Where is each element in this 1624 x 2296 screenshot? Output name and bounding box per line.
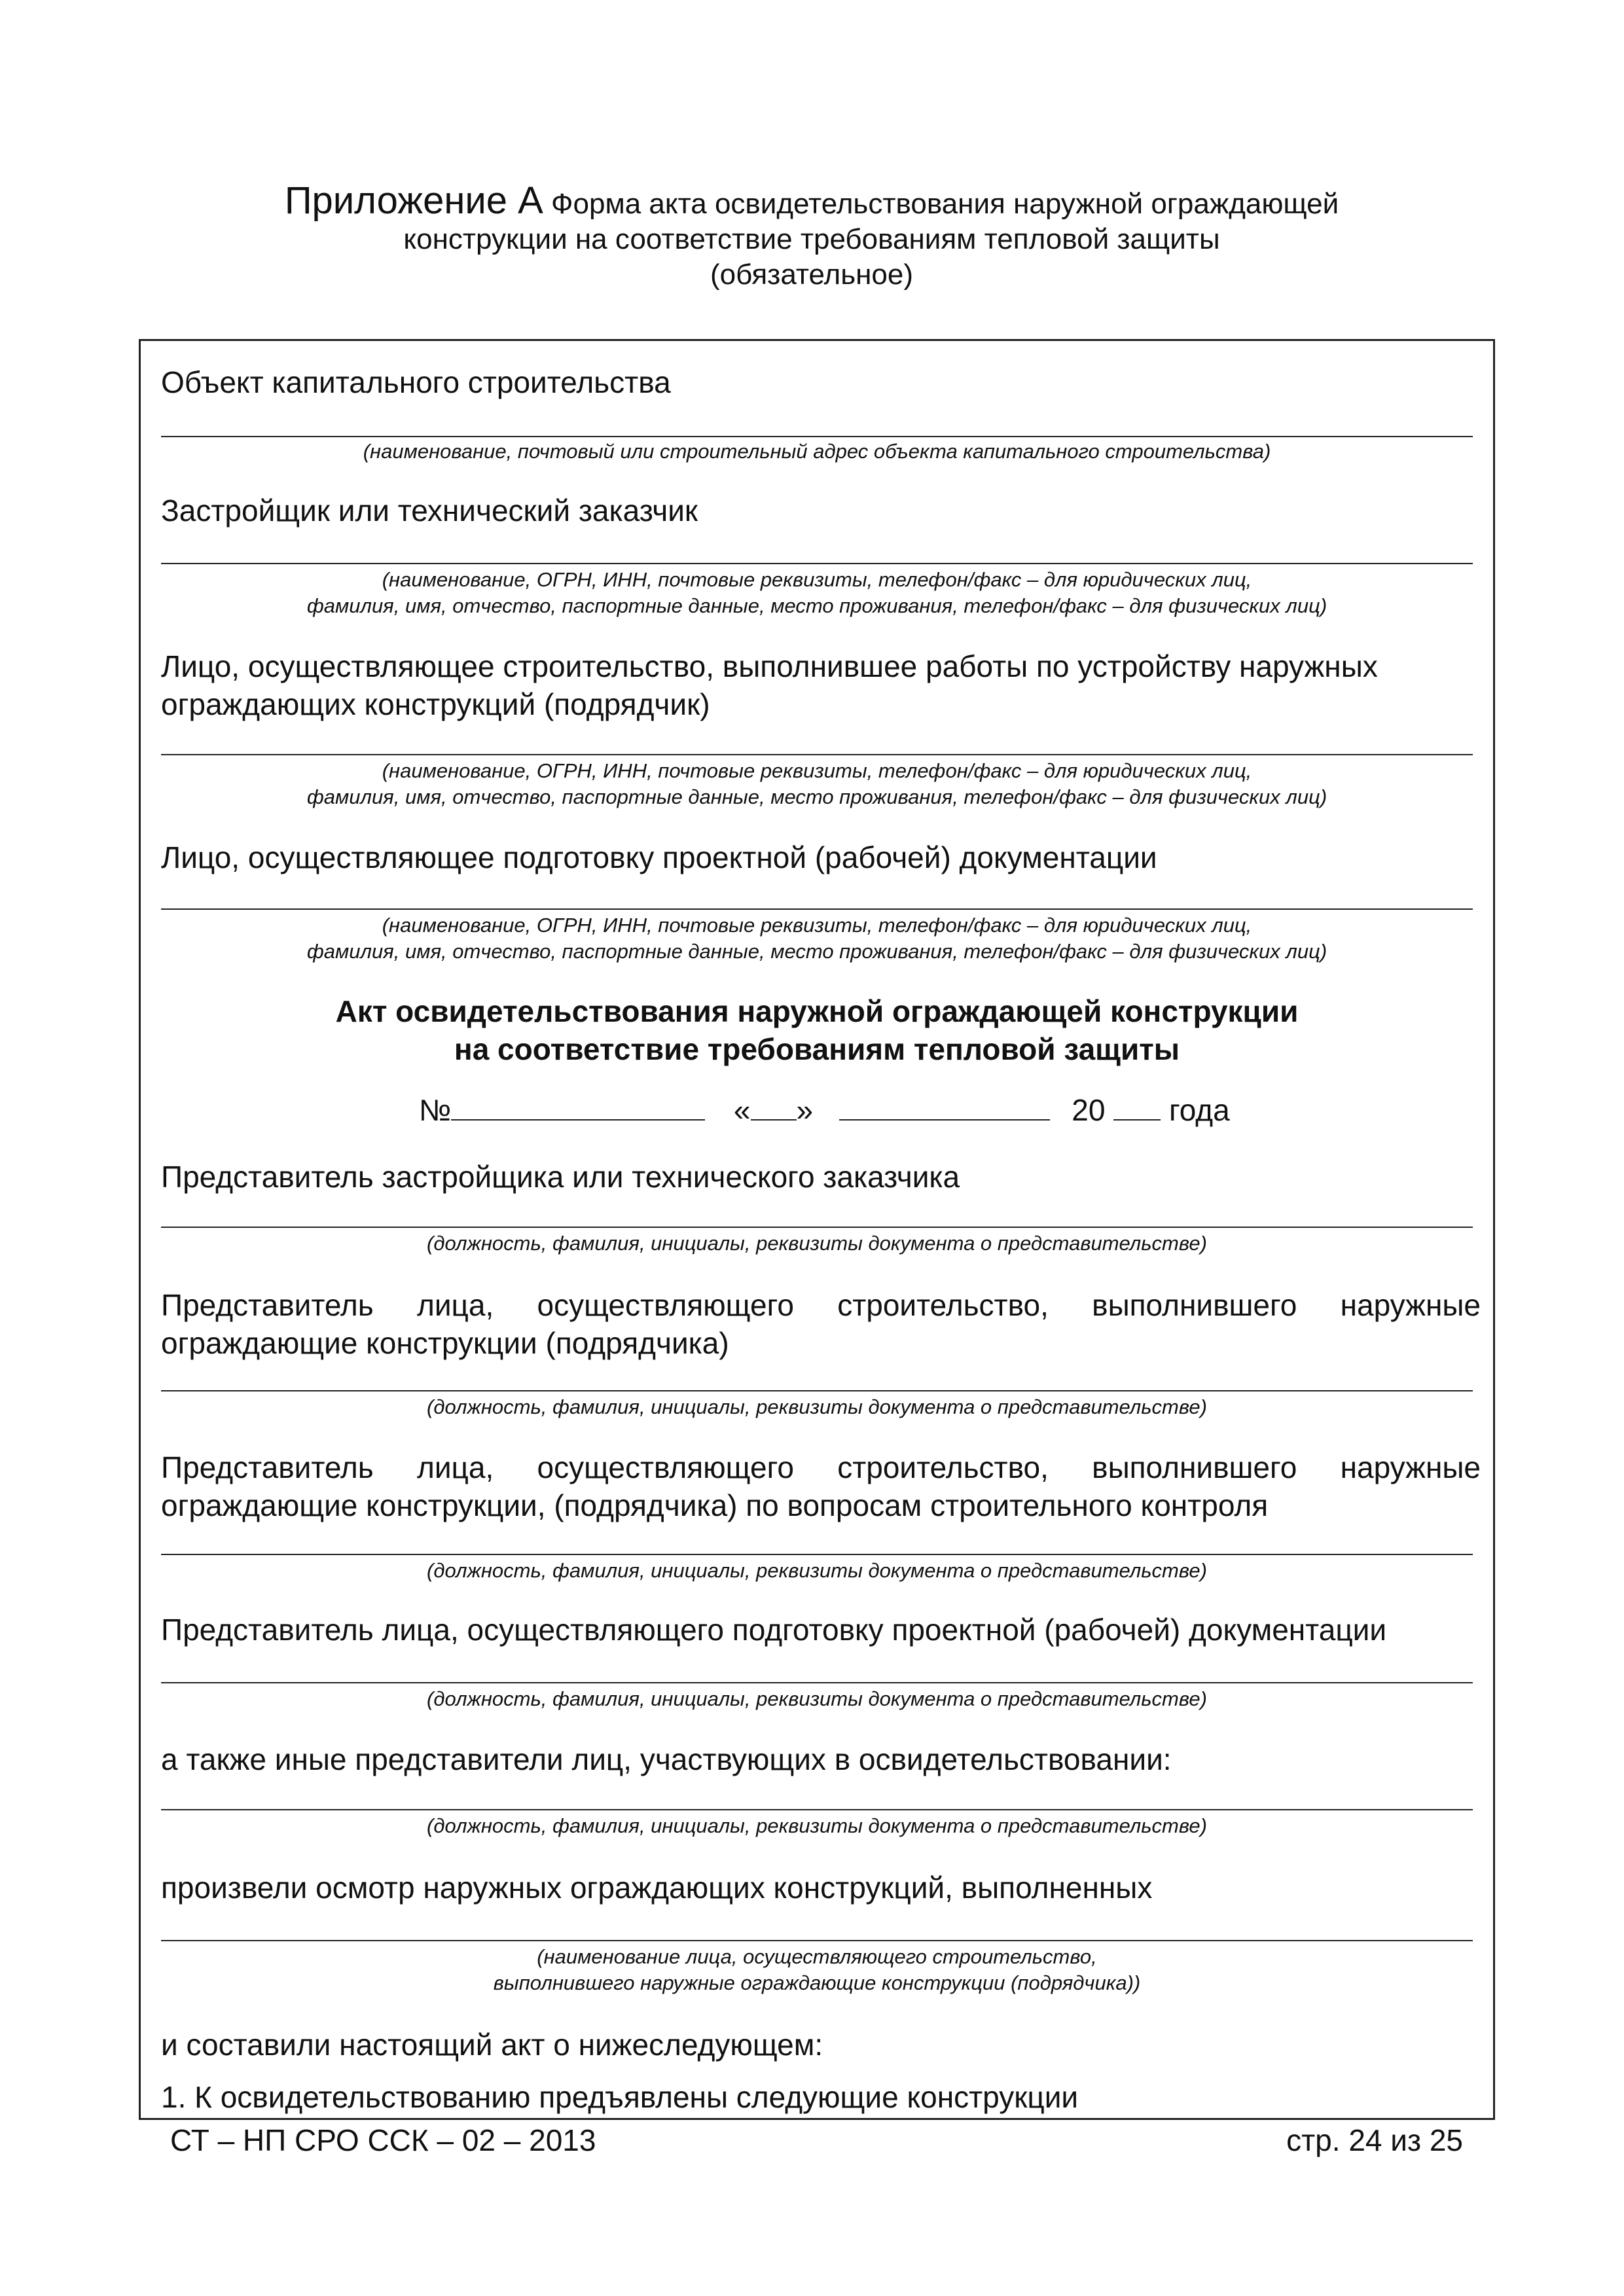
year-prefix: 20	[1072, 1093, 1106, 1127]
other-reps-label: а также иные представители лиц, участвующих в освидетельствовании:	[161, 1742, 1172, 1776]
act-month-field[interactable]	[839, 1090, 1050, 1121]
control-rep-caption: (должность, фамилия, инициалы, реквизиты документа о представительстве)	[427, 1559, 1207, 1582]
contractor-label-1: Лицо, осуществляющее строительство, выполнившее работы по устройству наружных	[161, 649, 1378, 683]
control-rep-input-line[interactable]	[161, 1554, 1473, 1555]
developer-input-line[interactable]	[161, 563, 1473, 564]
contractor-caption-2: фамилия, имя, отчество, паспортные данные, место проживания, телефон/факс – для физических лиц)	[306, 785, 1327, 808]
item-1-text: 1. К освидетельствованию предъявлены следующие конструкции	[161, 2080, 1079, 2114]
act-title-1: Акт освидетельствования наружной ограждающей конструкции	[335, 994, 1299, 1028]
designer-label: Лицо, осуществляющее подготовку проектной (рабочей) документации	[161, 840, 1157, 874]
appendix-label: Приложение А	[284, 179, 543, 222]
inspection-text: произвели осмотр наружных ограждающих конструкций, выполненных	[161, 1871, 1153, 1905]
header-line-1	[144, 179, 1479, 222]
object-label: Объект капитального строительства	[161, 365, 671, 399]
appendix-status: (обязательное)	[710, 259, 914, 291]
control-rep-label-2: ограждающие конструкции, (подрядчика) по вопросам строительного контроля	[161, 1488, 1269, 1522]
act-year-field[interactable]	[1113, 1090, 1161, 1121]
designer-rep-label: Представитель лица, осуществляющего подготовку проектной (рабочей) документации	[161, 1613, 1387, 1647]
inspection-input-line[interactable]	[161, 1940, 1473, 1941]
contractor-rep-caption: (должность, фамилия, инициалы, реквизиты документа о представительстве)	[427, 1395, 1207, 1418]
quote-open: «	[733, 1093, 751, 1127]
compiled-text: и составили настоящий акт о нижеследующем:	[161, 2028, 823, 2062]
object-input-line[interactable]	[161, 436, 1473, 437]
developer-rep-caption: (должность, фамилия, инициалы, реквизиты документа о представительстве)	[427, 1232, 1207, 1255]
quote-close: »	[796, 1093, 814, 1127]
contractor-rep-label-2: ограждающие конструкции (подрядчика)	[161, 1326, 729, 1360]
number-sign: №	[419, 1093, 452, 1127]
appendix-title-1: Форма акта освидетельствования наружной ограждающей	[551, 188, 1339, 220]
object-caption: (наименование, почтовый или строительный адрес объекта капитального строительства)	[363, 440, 1271, 463]
act-title-2: на соответствие требованиям тепловой защиты	[454, 1032, 1180, 1066]
developer-rep-input-line[interactable]	[161, 1227, 1473, 1228]
inspection-caption-1: (наименование лица, осуществляющего строительство,	[537, 1945, 1097, 1968]
other-reps-caption: (должность, фамилия, инициалы, реквизиты документа о представительстве)	[427, 1814, 1207, 1837]
act-number-date-line	[419, 1090, 1230, 1128]
other-reps-input-line[interactable]	[161, 1809, 1473, 1810]
act-day-field[interactable]	[751, 1090, 797, 1121]
contractor-label-2: ограждающих конструкций (подрядчик)	[161, 687, 710, 721]
designer-caption-1: (наименование, ОГРН, ИНН, почтовые реквизиты, телефон/факс – для юридических лиц,	[382, 914, 1252, 937]
year-suffix: года	[1168, 1093, 1230, 1127]
designer-input-line[interactable]	[161, 908, 1473, 910]
contractor-input-line[interactable]	[161, 754, 1473, 755]
developer-label: Застройщик или технический заказчик	[161, 493, 698, 528]
appendix-header	[144, 179, 1479, 293]
act-number-field[interactable]	[451, 1090, 705, 1121]
form-frame-bottom	[139, 2118, 1495, 2120]
designer-rep-caption: (должность, фамилия, инициалы, реквизиты документа о представительстве)	[427, 1687, 1207, 1710]
contractor-rep-input-line[interactable]	[161, 1390, 1473, 1391]
developer-rep-label: Представитель застройщика или технического заказчика	[161, 1160, 960, 1194]
designer-rep-input-line[interactable]	[161, 1682, 1473, 1683]
appendix-title-2: конструкции на соответствие требованиям тепловой защиты	[403, 223, 1220, 255]
inspection-caption-2: выполнившего наружные ограждающие конструкции (подрядчика))	[493, 1971, 1141, 1994]
developer-caption-2: фамилия, имя, отчество, паспортные данные, место проживания, телефон/факс – для физических лиц)	[306, 594, 1327, 617]
developer-caption-1: (наименование, ОГРН, ИНН, почтовые реквизиты, телефон/факс – для юридических лиц,	[382, 568, 1252, 591]
contractor-rep-label-1: Представитель лица, осуществляющего строительство, выполнившего наружные	[161, 1288, 1481, 1322]
contractor-caption-1: (наименование, ОГРН, ИНН, почтовые реквизиты, телефон/факс – для юридических лиц,	[382, 759, 1252, 782]
designer-caption-2: фамилия, имя, отчество, паспортные данные, место проживания, телефон/факс – для физических лиц)	[306, 940, 1327, 963]
page-number: стр. 24 из 25	[1286, 2123, 1463, 2157]
document-code: СТ – НП СРО ССК – 02 – 2013	[170, 2123, 596, 2157]
control-rep-label-1: Представитель лица, осуществляющего строительство, выполнившего наружные	[161, 1450, 1481, 1484]
